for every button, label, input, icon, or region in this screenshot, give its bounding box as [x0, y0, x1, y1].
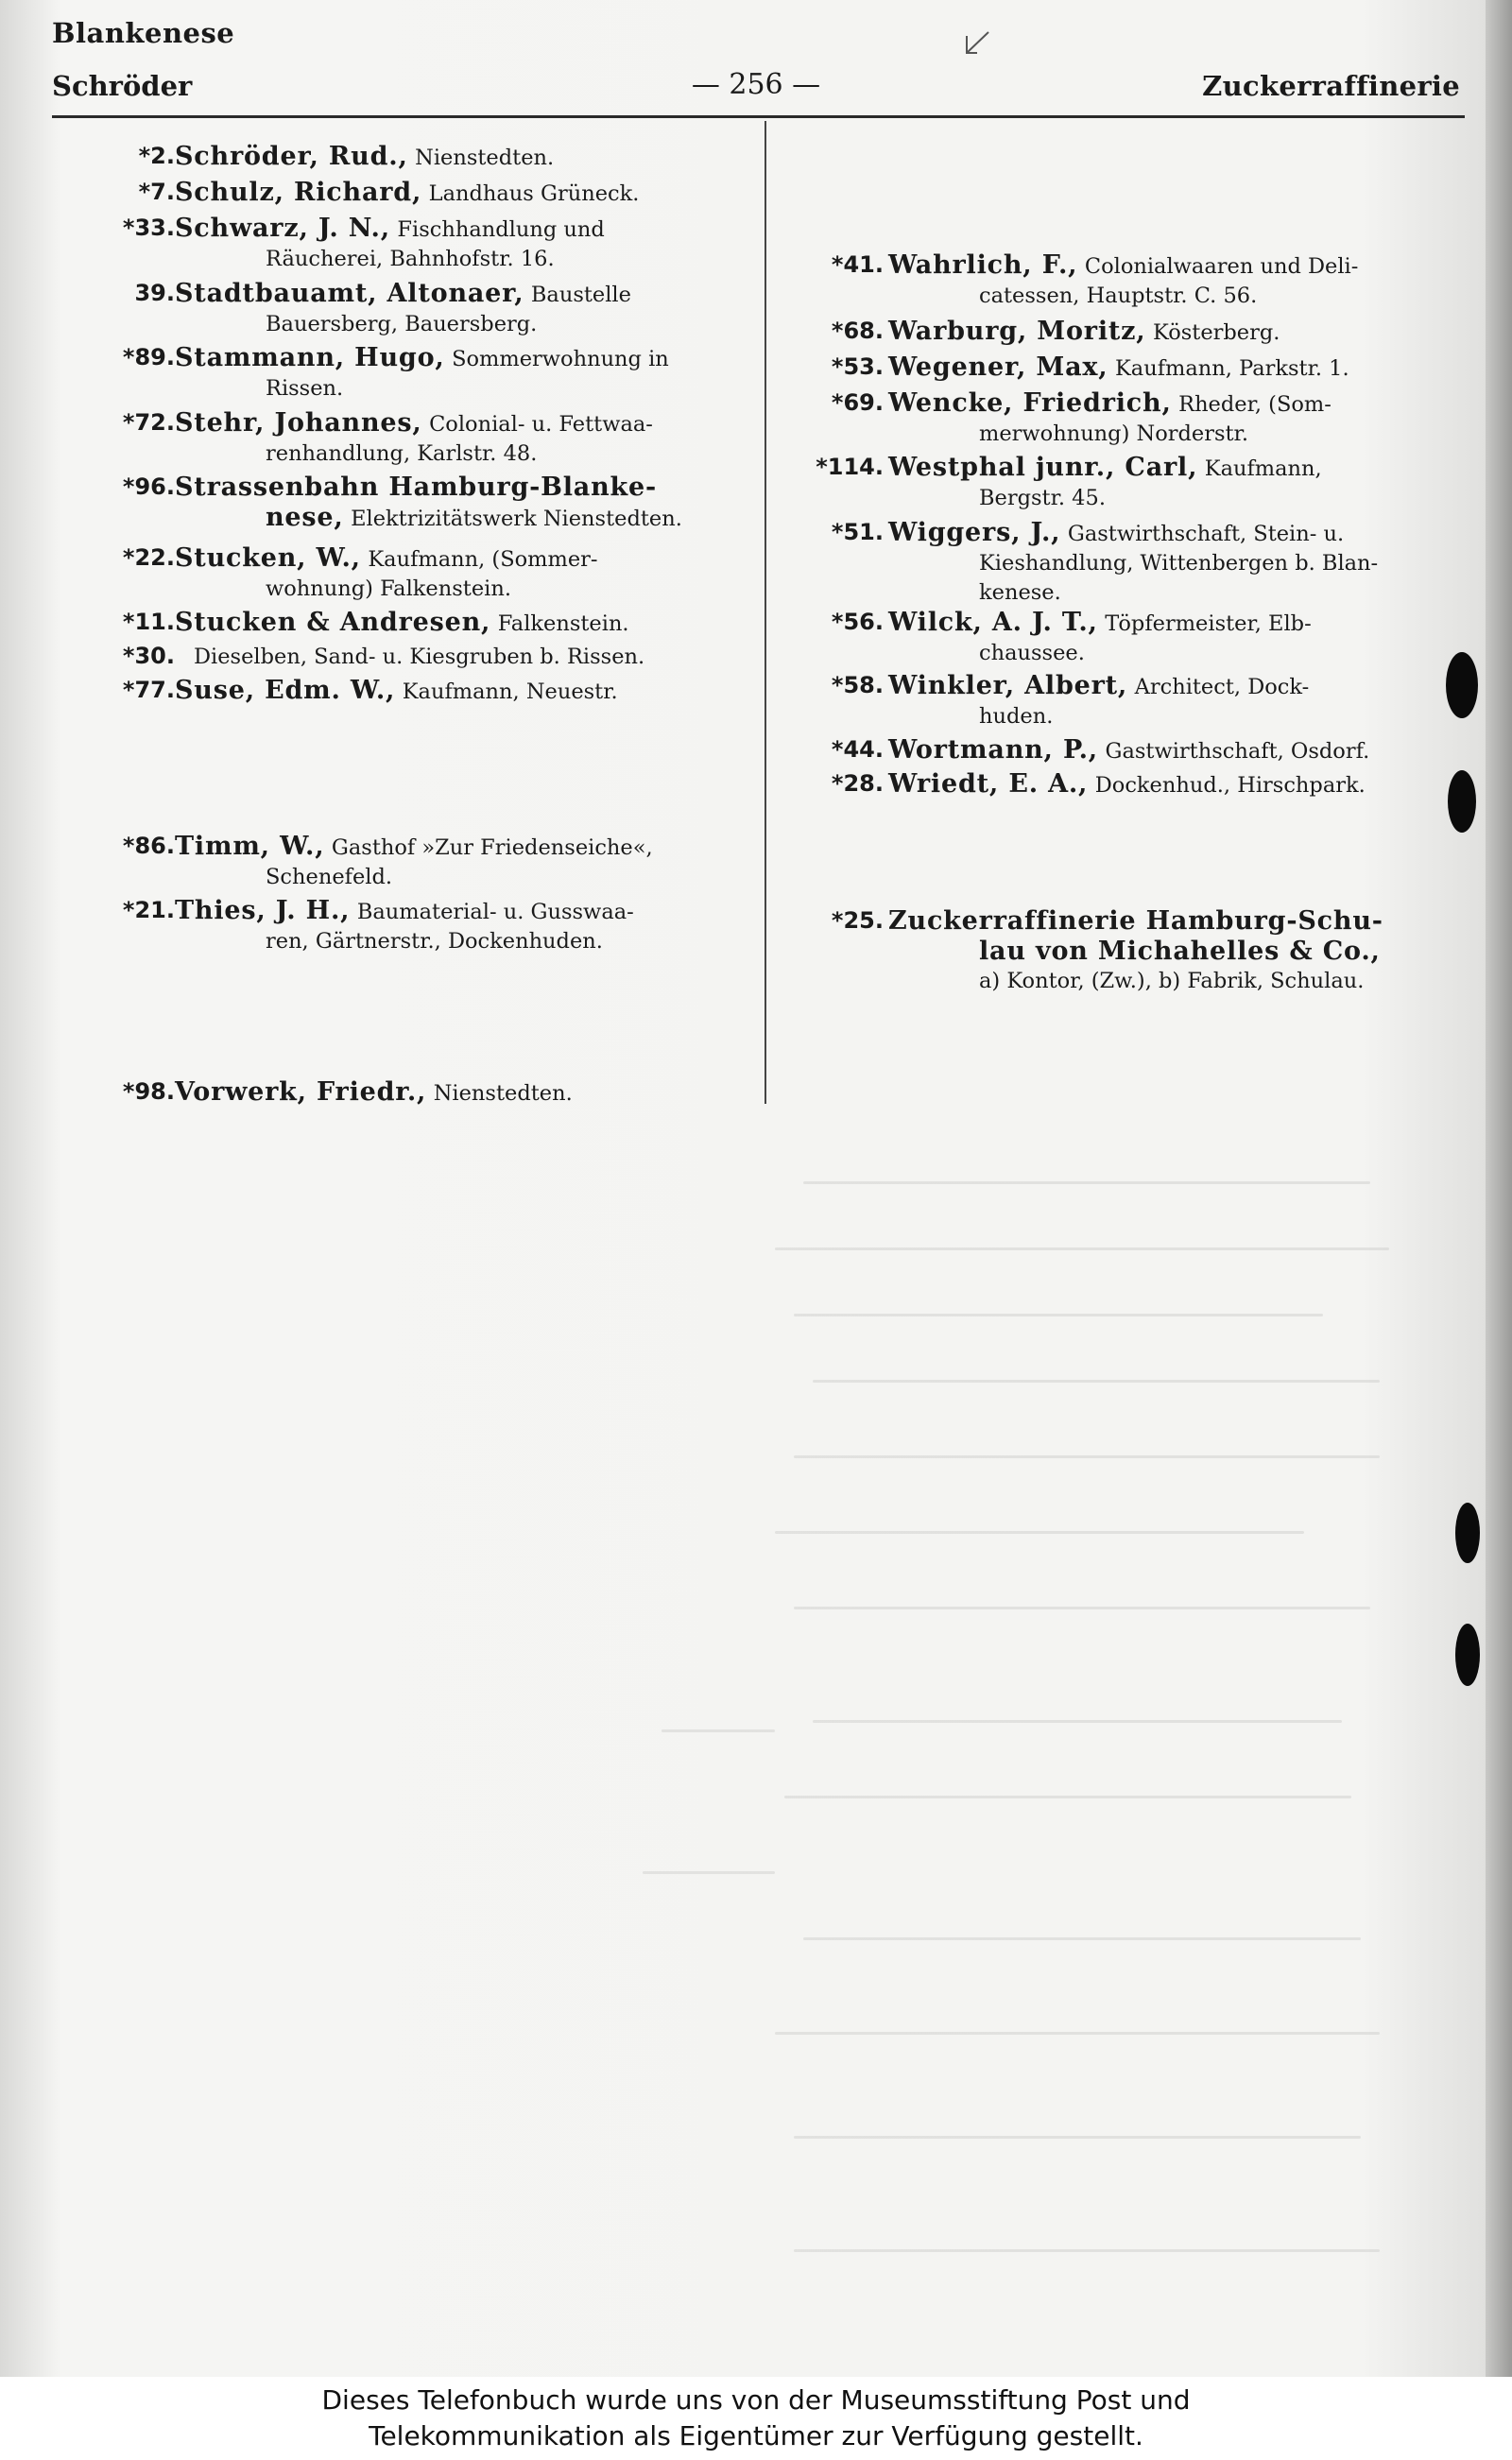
- subscriber-detail-cont: kenese.: [979, 580, 1061, 605]
- subscriber-detail-cont: ren, Gärtnerstr., Dockenhuden.: [266, 929, 603, 954]
- bleed-through: [794, 2136, 1361, 2139]
- phone-number: *96.: [122, 473, 175, 500]
- footer-line-1: Dieses Telefonbuch wurde uns von der Museumsstiftung Post und: [321, 2384, 1191, 2416]
- subscriber-detail: a) Kontor, (Zw.), b) Fabrik, Schulau.: [979, 969, 1365, 993]
- subscriber-detail: Sommerwohnung in: [452, 347, 669, 371]
- subscriber-detail-cont: chaussee.: [979, 641, 1085, 665]
- bleed-through: [813, 1720, 1342, 1723]
- phone-number: *51.: [831, 519, 884, 545]
- bleed-through: [803, 1181, 1370, 1184]
- subscriber-detail-cont: Bauersberg, Bauersberg.: [266, 312, 538, 336]
- subscriber-detail-cont: huden.: [979, 704, 1054, 729]
- phone-number: *77.: [122, 677, 175, 703]
- subscriber-name: Schwarz, J. N.,: [175, 214, 390, 243]
- subscriber-name: Suse, Edm. W.,: [175, 676, 396, 705]
- last-entry-keyword: Zuckerraffinerie: [1202, 70, 1460, 102]
- subscriber-detail: Rheder, (Som-: [1178, 392, 1332, 417]
- phone-number: *68.: [831, 318, 884, 344]
- subscriber-detail: Nienstedten.: [433, 1081, 573, 1106]
- subscriber-detail: Kaufmann,: [1204, 456, 1322, 481]
- subscriber-detail: Dieselben, Sand- u. Kiesgruben b. Rissen.: [194, 645, 645, 669]
- subscriber-name: Stammann, Hugo,: [175, 343, 445, 372]
- subscriber-detail-cont: catessen, Hauptstr. C. 56.: [979, 284, 1258, 308]
- page-edge: [1486, 0, 1512, 2377]
- bleed-through: [775, 1247, 1389, 1250]
- subscriber-name-cont: lau von Michahelles & Co.,: [979, 937, 1381, 966]
- bleed-through: [643, 1871, 775, 1874]
- subscriber-detail: Baustelle: [530, 283, 631, 307]
- footer-credit: [0, 2377, 1512, 2460]
- subscriber-detail: Baumaterial- u. Gusswaa-: [356, 900, 634, 924]
- subscriber-detail-cont: merwohnung) Norderstr.: [979, 421, 1248, 446]
- subscriber-name: Wilck, A. J. T.,: [888, 608, 1098, 637]
- subscriber-name: Wahrlich, F.,: [888, 250, 1078, 280]
- phone-number: *98.: [122, 1078, 175, 1105]
- phone-number: *44.: [831, 736, 884, 763]
- bleed-through: [794, 1314, 1323, 1316]
- phone-number: *86.: [122, 833, 175, 859]
- phone-number: *89.: [122, 344, 175, 370]
- bleed-through: [813, 1380, 1380, 1383]
- subscriber-detail: Landhaus Grüneck.: [428, 181, 640, 206]
- phone-number: *56.: [831, 609, 884, 635]
- subscriber-detail: Architect, Dock-: [1134, 675, 1310, 699]
- subscriber-detail-cont: Schenefeld.: [266, 865, 393, 889]
- subscriber-detail-cont: Rissen.: [266, 376, 344, 401]
- subscriber-name: Vorwerk, Friedr.,: [175, 1077, 427, 1107]
- subscriber-detail: Nienstedten.: [415, 146, 555, 170]
- phone-number: *25.: [831, 907, 884, 934]
- subscriber-name: Timm, W.,: [175, 832, 325, 861]
- subscriber-name: Winkler, Albert,: [888, 671, 1128, 700]
- subscriber-detail: Kaufmann, (Sommer-: [368, 547, 598, 572]
- phone-number: *58.: [831, 672, 884, 698]
- phone-number: *41.: [831, 251, 884, 278]
- subscriber-detail: Falkenstein.: [497, 611, 629, 636]
- subscriber-detail: Kaufmann, Parkstr. 1.: [1115, 356, 1349, 381]
- bleed-through: [794, 2249, 1380, 2252]
- subscriber-detail: Gastwirthschaft, Stein- u.: [1067, 522, 1345, 546]
- subscriber-name: Schröder, Rud.,: [175, 142, 408, 171]
- subscriber-detail-cont: wohnung) Falkenstein.: [266, 576, 511, 601]
- bleed-through: [794, 1455, 1380, 1458]
- subscriber-detail-cont: renhandlung, Karlstr. 48.: [266, 441, 538, 466]
- subscriber-detail-cont: Kieshandlung, Wittenbergen b. Blan-: [979, 551, 1379, 576]
- header-rule: [52, 115, 1465, 118]
- phone-number: *7.: [138, 179, 175, 205]
- subscriber-name-cont: nese,: [266, 503, 344, 532]
- subscriber-name: Stadtbauamt, Altonaer,: [175, 279, 524, 308]
- bleed-through: [803, 1937, 1361, 1940]
- subscriber-detail: Gastwirthschaft, Osdorf.: [1105, 739, 1370, 764]
- ink-blot: [1455, 1503, 1480, 1563]
- subscriber-name: Warburg, Moritz,: [888, 317, 1146, 346]
- subscriber-name: Stehr, Johannes,: [175, 408, 422, 438]
- phone-number: *28.: [831, 770, 884, 797]
- bleed-through: [662, 1729, 775, 1732]
- phone-number: *22.: [122, 544, 175, 571]
- subscriber-name: Thies, J. H.,: [175, 896, 351, 925]
- subscriber-name: Zuckerraffinerie Hamburg-Schu-: [888, 906, 1383, 936]
- subscriber-name: Westphal junr., Carl,: [888, 453, 1198, 482]
- subscriber-detail: Kösterberg.: [1152, 320, 1280, 345]
- subscriber-detail: Gasthof »Zur Friedenseiche«,: [331, 835, 653, 860]
- phone-number: *11.: [122, 609, 175, 635]
- bleed-through: [794, 1607, 1370, 1609]
- phone-number: *30.: [122, 643, 175, 669]
- bleed-through: [775, 1531, 1304, 1534]
- subscriber-detail: Elektrizitätswerk Nienstedten.: [351, 507, 682, 531]
- phone-number: *72.: [122, 409, 175, 436]
- bleed-through: [784, 1796, 1351, 1798]
- subscriber-detail: Fischhandlung und: [397, 217, 605, 242]
- subscriber-detail: Kaufmann, Neuestr.: [402, 680, 618, 704]
- phone-number: *2.: [138, 143, 175, 169]
- section-title: Blankenese: [52, 17, 235, 49]
- page-number: — 256 —: [691, 68, 821, 101]
- subscriber-name: Wegener, Max,: [888, 353, 1108, 382]
- footer-line-2: Telekommunikation als Eigentümer zur Verfügung gestellt.: [369, 2420, 1143, 2451]
- running-header: [52, 70, 1460, 112]
- subscriber-name: Schulz, Richard,: [175, 178, 422, 207]
- phone-number: *33.: [122, 215, 175, 241]
- ink-blot: [1455, 1624, 1480, 1686]
- subscriber-detail: Dockenhud., Hirschpark.: [1094, 773, 1366, 798]
- column-divider: [765, 121, 766, 1104]
- subscriber-detail: Töpfermeister, Elb-: [1105, 611, 1312, 636]
- bleed-through: [775, 2032, 1380, 2035]
- first-entry-keyword: Schröder: [52, 70, 193, 102]
- pencil-mark: [964, 28, 992, 57]
- subscriber-name: Strassenbahn Hamburg-Blanke-: [175, 473, 658, 502]
- subscriber-name: Wiggers, J.,: [888, 518, 1061, 547]
- subscriber-detail-cont: Räucherei, Bahnhofstr. 16.: [266, 247, 555, 271]
- phone-number: 39.: [134, 280, 175, 306]
- subscriber-name: Wencke, Friedrich,: [888, 388, 1172, 418]
- subscriber-name: Stucken & Andresen,: [175, 608, 491, 637]
- subscriber-detail: Colonialwaaren und Deli-: [1084, 254, 1359, 279]
- subscriber-detail: Colonial- u. Fettwaa-: [429, 412, 653, 437]
- subscriber-name: Wortmann, P.,: [888, 735, 1098, 765]
- subscriber-name: Stucken, W.,: [175, 543, 361, 573]
- subscriber-name: Wriedt, E. A.,: [888, 769, 1089, 799]
- phone-number: *53.: [831, 353, 884, 380]
- phone-number: *21.: [122, 897, 175, 923]
- subscriber-detail-cont: Bergstr. 45.: [979, 486, 1106, 510]
- phone-number: *69.: [831, 389, 884, 416]
- phone-number: *114.: [816, 454, 884, 480]
